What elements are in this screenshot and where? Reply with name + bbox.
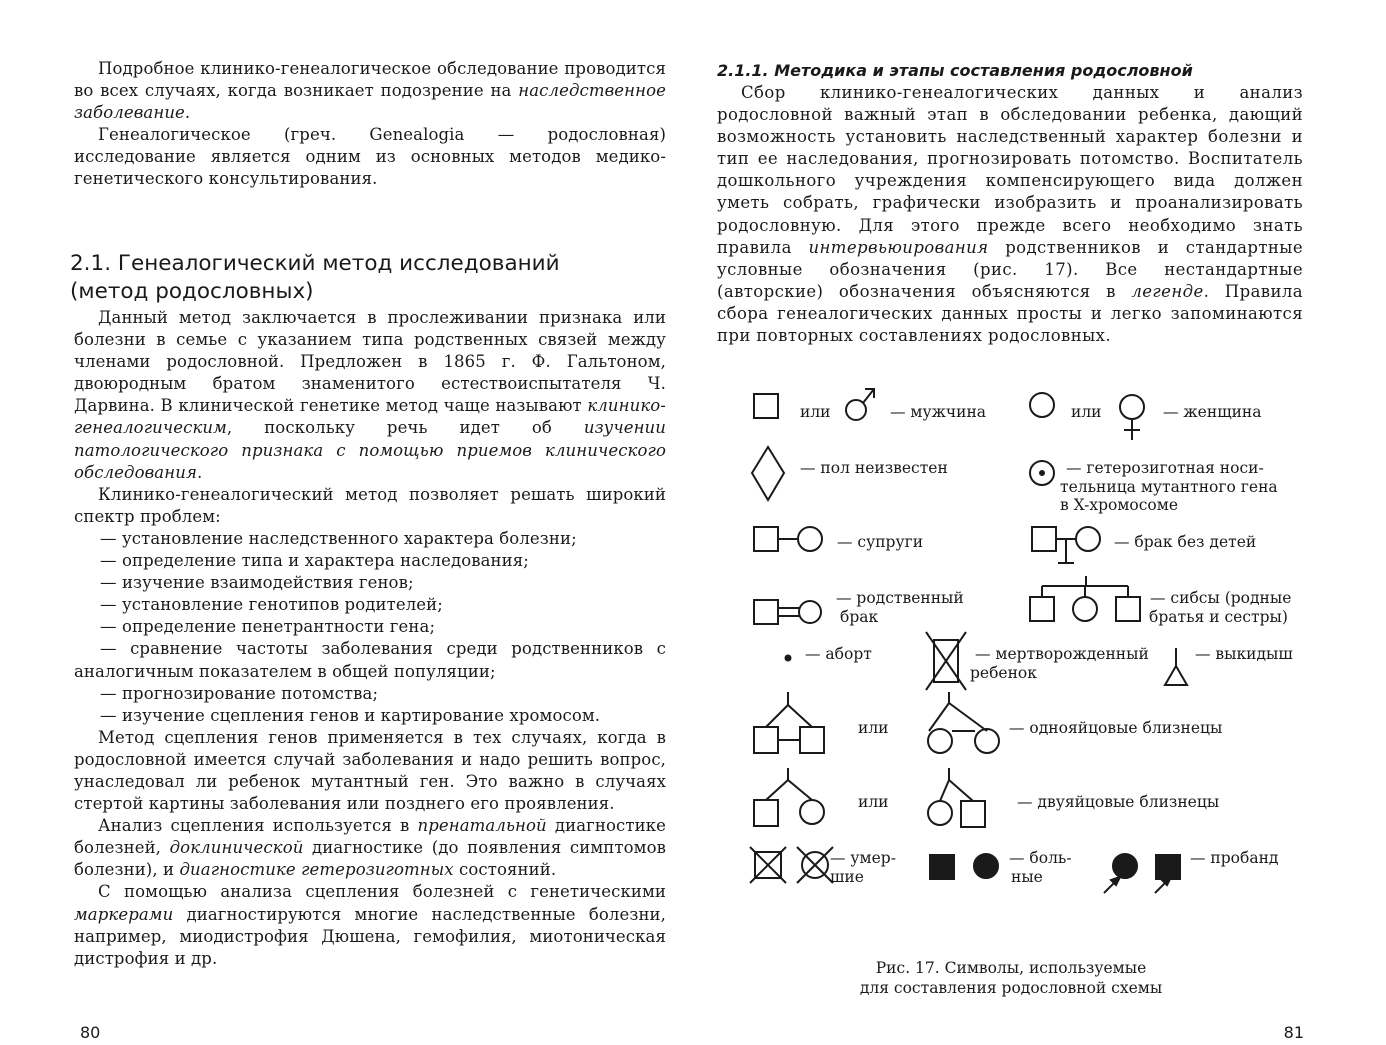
legend-deceased-2: шие	[830, 868, 864, 886]
caption-line-2: для составления родословной схемы	[859, 979, 1163, 997]
subsection-heading: 2.1.1. Методика и этапы составления родословной	[717, 61, 1193, 80]
legend-spouses: — супруги	[837, 533, 924, 551]
figure-caption	[843, 958, 1179, 998]
legend-or: или	[858, 719, 889, 737]
right-page	[693, 0, 1386, 1045]
legend-sibs-2: братья и сестры)	[1149, 608, 1288, 626]
abortion-dot-icon	[786, 656, 791, 661]
legend-abortion: — аборт	[805, 645, 872, 663]
legend-consanguine-2: брак	[840, 608, 879, 626]
sibs-icon	[1030, 576, 1140, 621]
legend-male: — мужчина	[890, 403, 987, 421]
female-sign-icon	[1120, 395, 1144, 440]
deceased-icon	[750, 847, 786, 883]
method-paragraph: Данный метод заключается в прослеживании признака или болезни в семье с указанием типа родственных связей между членами родословной. Предложен в 1865 г. Ф. Гальтоном, двоюродным братом знаменитого естествоиспытателя Ч. Дарвина. В клинической генетике метод чаще называют клинико-генеалогическим, поскольку речь идет об изучении патологического признака с помощью приемов клинического обследования.	[74, 308, 666, 482]
stillborn-icon	[926, 632, 966, 690]
legend-deceased-1: — умер-	[830, 849, 896, 867]
list-item: — сравнение частоты заболевания среди родственников с аналогичным показателем в общей популяции;	[74, 639, 666, 681]
pedigree-paragraph: Сбор клинико-генеалогических данных и анализ родословной важный этап в обследовании ребенка, дающий возможность установить наследственный характер болезни и тип ее наследования, прогнозировать потомство. Воспитатель дошкольного учреждения компенсирующего вида должен уметь собрать, графически изобразить и проанализировать родословную. Для этого прежде всего необходимо знать правила интервьюирования родственников и стандартные условные обозначения (рис. 17). Все нестандартные (авторские) обозначения объясняются в легенде. Правила сбора генеалогических данных просты и легко запоминаются при повторных составлениях родословных.	[717, 83, 1304, 346]
intro-text	[74, 58, 666, 191]
legend-carrier-1: — гетерозиготная носи-	[1066, 459, 1264, 477]
list-item: — определение типа и характера наследования;	[100, 551, 529, 571]
dizygotic-twins-icon	[754, 768, 824, 826]
legend-mono-twins: — однояйцовые близнецы	[1009, 719, 1223, 737]
unknown-sex-diamond-icon	[752, 447, 784, 500]
section-heading: 2.1. Генеалогический метод исследований (метод родословных)	[70, 250, 560, 304]
female-circle-icon	[1030, 393, 1054, 417]
legend-stillborn-2: ребенок	[970, 664, 1037, 682]
legend-affected-1: — боль-	[1009, 849, 1072, 867]
caption-line-1: Рис. 17. Символы, используемые	[875, 959, 1147, 977]
monozygotic-twins-icon	[754, 692, 824, 753]
legend-carrier-3: в X-хромосоме	[1060, 496, 1178, 514]
monozygotic-twins-icon	[928, 692, 999, 753]
legend-or: или	[1071, 403, 1102, 421]
legend-di-twins: — двуяйцовые близнецы	[1017, 793, 1220, 811]
legend-affected-2: ные	[1011, 868, 1043, 886]
spouses-icon	[754, 527, 822, 551]
proband-icon	[1104, 854, 1180, 893]
list-item: — изучение взаимодействия генов;	[100, 573, 414, 593]
legend-childless: — брак без детей	[1114, 533, 1257, 551]
deceased-icon	[797, 847, 833, 883]
page-number-right: 81	[1283, 1023, 1304, 1042]
list-item: — изучение сцепления генов и картирование хромосом.	[100, 705, 601, 725]
legend-or: или	[858, 793, 889, 811]
markers-paragraph: С помощью анализа сцепления болезней с генетическими маркерами диагностируются многие наследственные болезни, например, миодистрофия Дюшена, гемофилия, миотоническая дистрофия и др.	[74, 882, 666, 968]
childless-marriage-icon	[1032, 527, 1100, 563]
linkage-analysis-paragraph: Анализ сцепления используется в пренатальной диагностике болезней, доклинической диагностике (до появления симптомов болезни), и диагностике гетерозиготных состояний.	[74, 816, 666, 880]
miscarriage-icon	[1165, 648, 1187, 685]
legend-female: — женщина	[1163, 403, 1262, 421]
legend-proband: — пробанд	[1190, 849, 1279, 867]
legend-sibs-1: — сибсы (родные	[1150, 589, 1292, 607]
linkage-paragraph: Метод сцепления генов применяется в тех случаях, когда в родословной имеется случай заболевания и надо решить вопрос, унаследовал ли ребенок мутантный ген. Это важно в случаях стертой картины заболевания или позднего его проявления.	[74, 727, 666, 814]
legend-stillborn-1: — мертворожденный	[975, 645, 1149, 663]
list-item: — определение пенетрантности гена;	[100, 617, 436, 637]
legend-sex-unknown: — пол неизвестен	[800, 459, 948, 477]
legend-or: или	[800, 403, 831, 421]
consanguineous-marriage-icon	[754, 600, 821, 624]
legend-consanguine-1: — родственный	[836, 589, 964, 607]
legend-carrier-2: тельница мутантного гена	[1060, 478, 1278, 496]
list-item: — прогнозирование потомства;	[100, 683, 379, 703]
male-sign-icon	[846, 389, 874, 420]
list-item: — установление генотипов родителей;	[100, 595, 443, 615]
list-item: — установление наследственного характера болезни;	[100, 528, 577, 548]
dizygotic-twins-icon	[928, 768, 985, 827]
main-text	[74, 307, 666, 970]
page-number-left: 80	[80, 1023, 101, 1042]
male-square-icon	[754, 394, 778, 418]
legend-miscarriage: — выкидыш	[1195, 645, 1293, 663]
intro-paragraph-2: Генеалогическое (греч. Genealogia — родословная) исследование является одним из основных методов медико-генетического консультирования.	[74, 125, 666, 189]
problems-intro: Клинико-генеалогический метод позволяет решать широкий спектр проблем:	[74, 484, 666, 526]
affected-icon	[930, 854, 998, 879]
carrier-circle-icon	[1030, 461, 1054, 485]
intro-paragraph-1: Подробное клинико-генеалогическое обследование проводится во всех случаях, когда возникает подозрение на наследственное заболевание.	[74, 59, 666, 123]
